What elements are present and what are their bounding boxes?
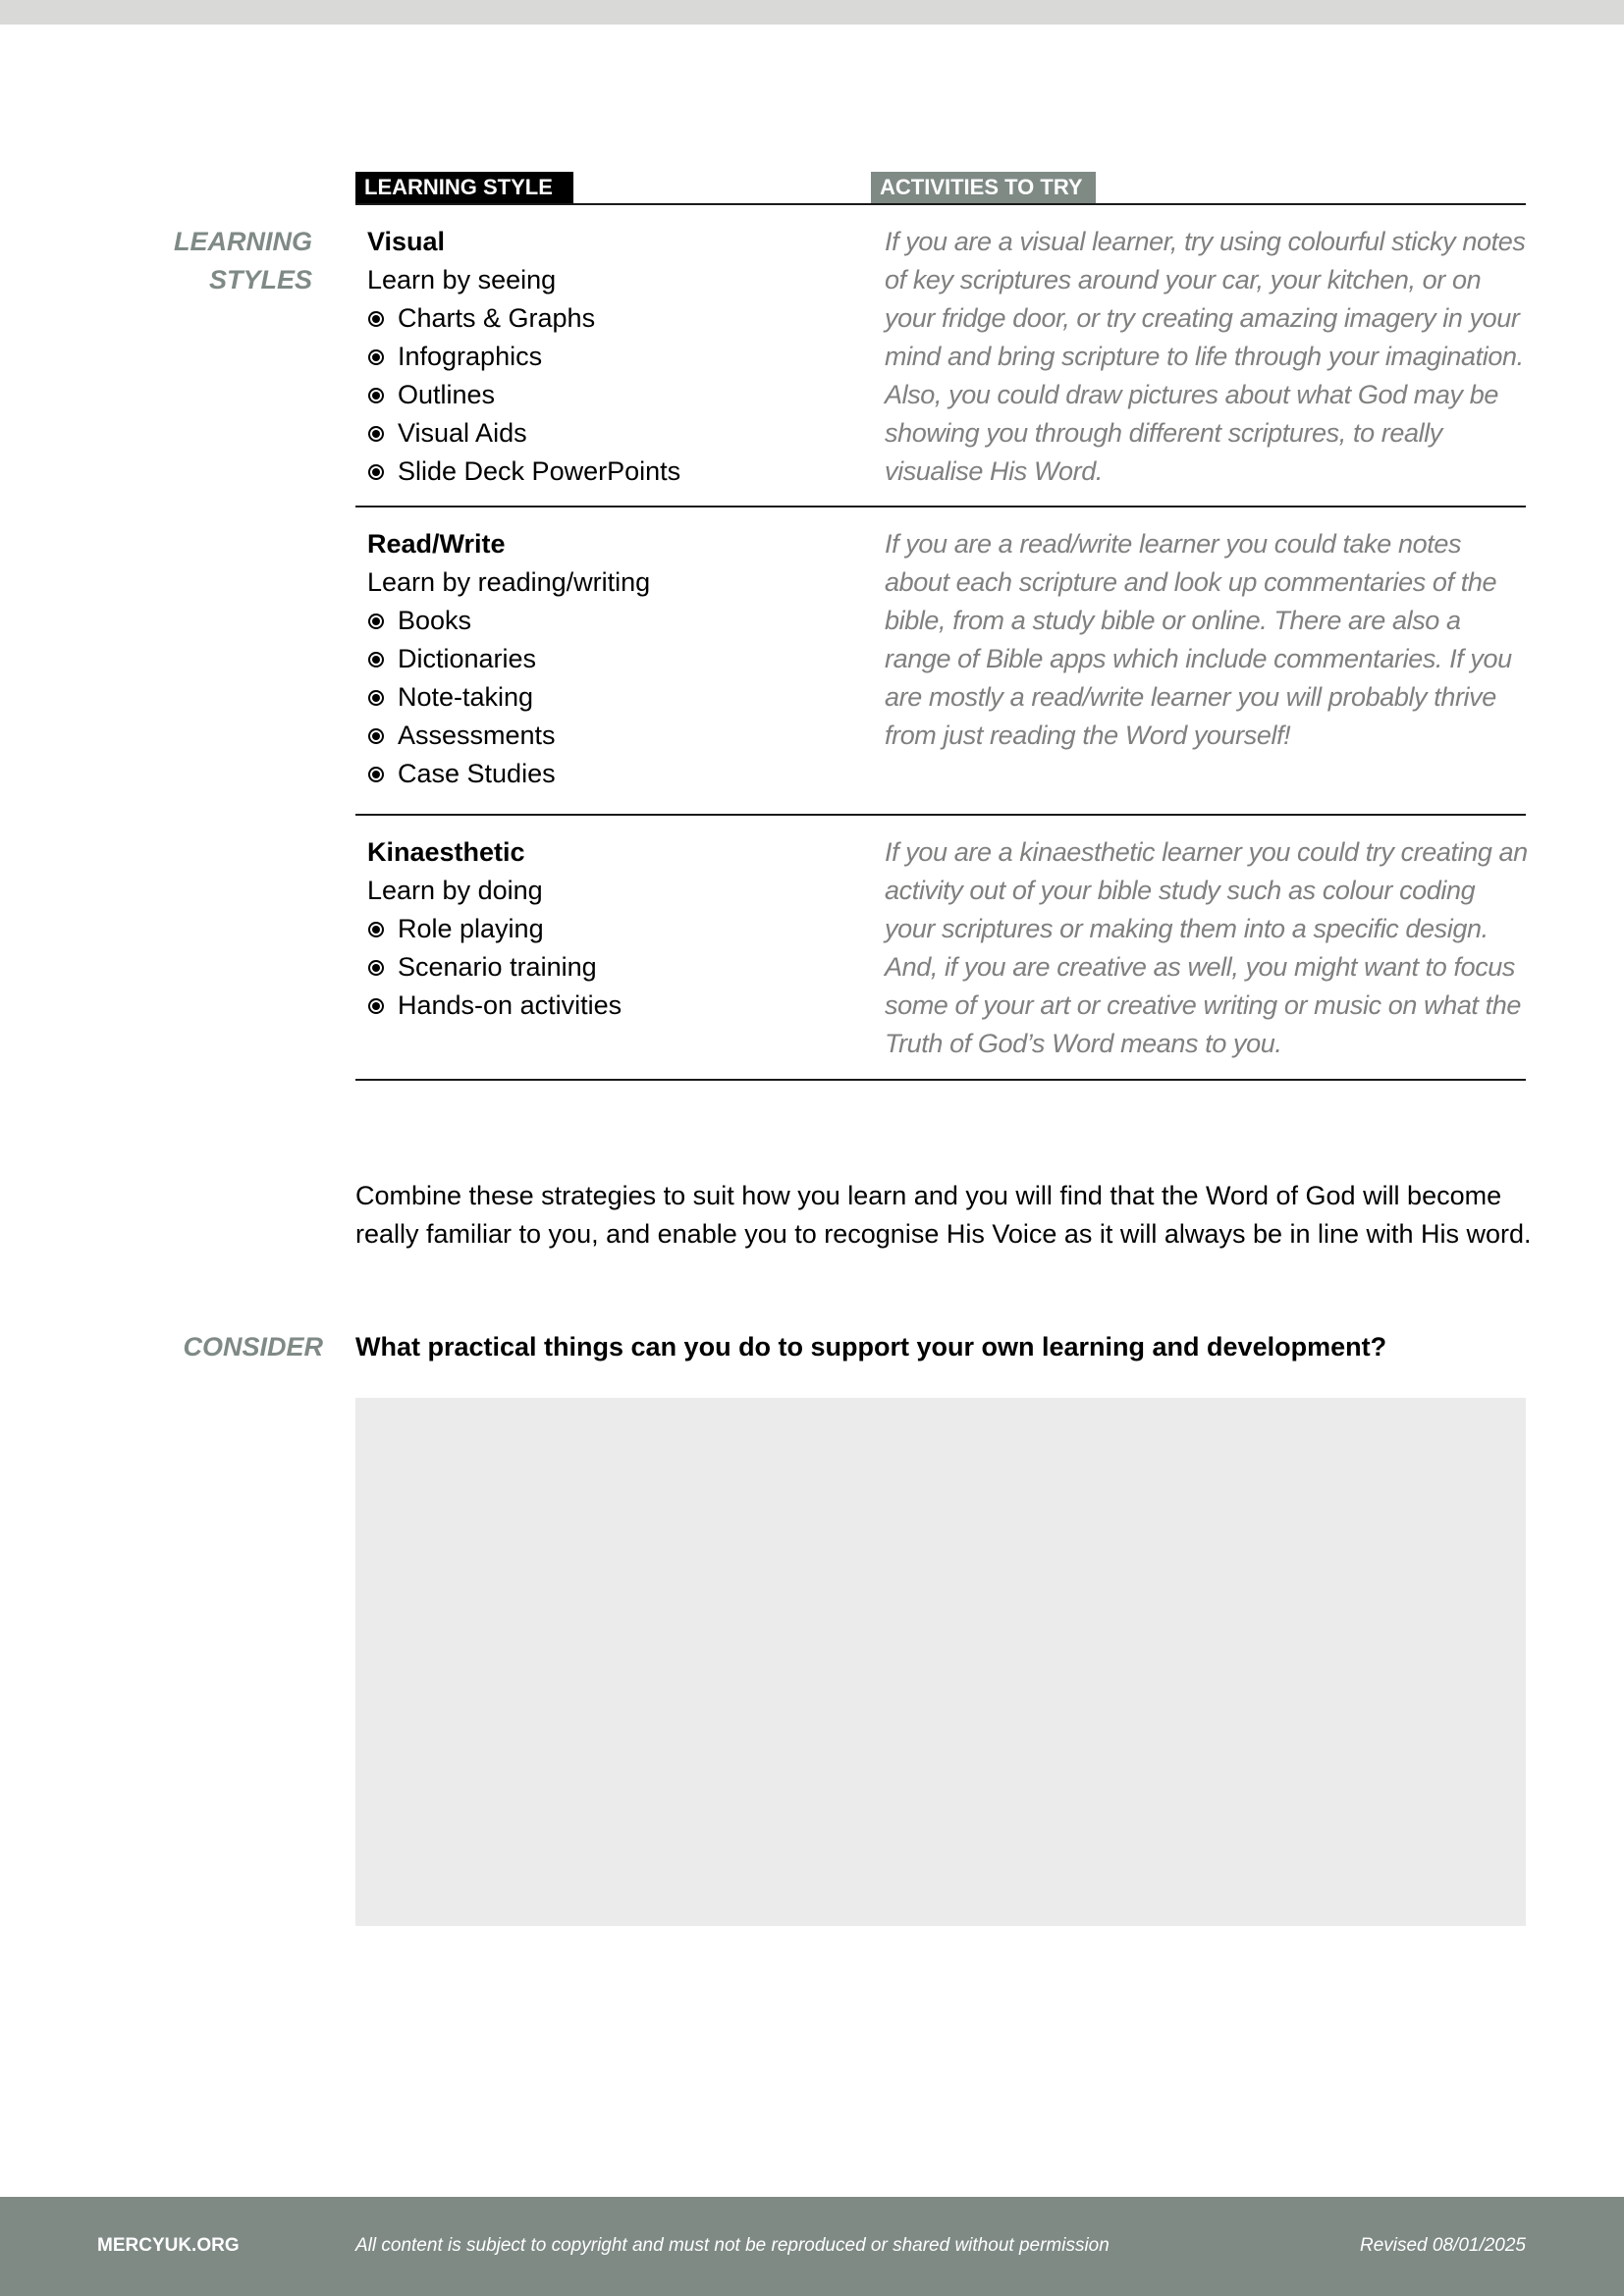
- list-item: [367, 717, 858, 755]
- style-description: Learn by reading/writing: [367, 567, 651, 597]
- learning-styles-label-line1: LEARNING: [174, 227, 312, 256]
- style-list: [367, 910, 858, 1025]
- bullet-icon: [368, 388, 384, 403]
- list-item-label: Note-taking: [398, 682, 534, 712]
- list-item-label: Visual Aids: [398, 418, 527, 448]
- bullet-icon: [368, 652, 384, 667]
- list-item-label: Charts & Graphs: [398, 303, 596, 333]
- bullet-icon: [368, 311, 384, 327]
- bullet-icon: [368, 690, 384, 706]
- style-name: Visual: [367, 227, 446, 256]
- bullet-icon: [368, 767, 384, 782]
- activity-text: If you are a read/write learner you could take notes about each scripture and look up commentaries of the bible, from a study bible or online. There are also a range of Bible apps which include commentaries. If you are mostly a read/write learner you will probably thrive from just reading the Word yourself!: [885, 529, 1512, 750]
- style-name: Kinaesthetic: [367, 837, 525, 867]
- combine-paragraph: Combine these strategies to suit how you learn and you will find that the Word of God will become really familiar to you, and enable you to recognise His Voice as it will always be in line with His word.: [355, 1181, 1532, 1249]
- list-item-label: Dictionaries: [398, 644, 537, 673]
- table-row-visual: [355, 205, 1526, 507]
- list-item-label: Outlines: [398, 380, 496, 409]
- list-item-label: Scenario training: [398, 952, 597, 982]
- answer-box[interactable]: [355, 1398, 1526, 1926]
- list-item: [367, 376, 858, 414]
- top-bar: [0, 0, 1624, 25]
- style-list: [367, 602, 858, 793]
- style-cell: [367, 223, 858, 491]
- list-item-label: Hands-on activities: [398, 990, 623, 1020]
- bullet-icon: [368, 728, 384, 744]
- list-item: [367, 987, 858, 1025]
- list-item: [367, 640, 858, 678]
- activity-text: If you are a visual learner, try using colourful sticky notes of key scriptures around your car, your kitchen, or on your fridge door, or try creating amazing imagery in your mind and bring scripture to life through your imagination. Also, you could draw pictures about what God may be showing you through different scriptures, to really visualise His Word.: [885, 227, 1526, 486]
- bullet-icon: [368, 998, 384, 1014]
- activity-text: If you are a kinaesthetic learner you could try creating an activity out of your bible study such as colour coding your scriptures or making them into a specific design. And, if you are creative as well, you might want to focus some of your art or creative writing or music on what the Truth of God’s Word means to you.: [885, 837, 1528, 1058]
- list-item: [367, 602, 858, 640]
- list-item: [367, 338, 858, 376]
- footer-site[interactable]: MERCYUK.ORG: [97, 2235, 240, 2256]
- bullet-icon: [368, 349, 384, 365]
- list-item: [367, 910, 858, 948]
- list-item-label: Assessments: [398, 721, 556, 750]
- bullet-icon: [368, 922, 384, 937]
- footer-revised-date: Revised 08/01/2025: [1359, 2235, 1526, 2256]
- list-item-label: Role playing: [398, 914, 544, 943]
- footer: [0, 2197, 1624, 2296]
- list-item: [367, 414, 858, 453]
- style-list: [367, 299, 858, 491]
- style-name: Read/Write: [367, 529, 506, 559]
- style-cell: [367, 525, 858, 793]
- bullet-icon: [368, 960, 384, 976]
- list-item: [367, 755, 858, 793]
- list-item-label: Infographics: [398, 342, 543, 371]
- consider-question: What practical things can you do to support your own learning and development?: [355, 1332, 1387, 1362]
- list-item-label: Slide Deck PowerPoints: [398, 456, 681, 486]
- table-row-kinaesthetic: [355, 816, 1526, 1081]
- style-cell: [367, 833, 858, 1025]
- style-description: Learn by seeing: [367, 265, 557, 294]
- bullet-icon: [368, 614, 384, 629]
- style-description: Learn by doing: [367, 876, 543, 905]
- learning-styles-label: [147, 223, 312, 299]
- footer-copyright: All content is subject to copyright and must not be reproduced or shared without permission: [355, 2235, 1110, 2256]
- table-row-read-write: [355, 507, 1526, 816]
- table-header: [355, 172, 1526, 205]
- list-item: [367, 948, 858, 987]
- header-learning-style: LEARNING STYLE: [355, 172, 573, 203]
- list-item-label: Case Studies: [398, 759, 556, 788]
- list-item-label: Books: [398, 606, 472, 635]
- list-item: [367, 453, 858, 491]
- learning-styles-table: [355, 172, 1526, 1081]
- list-item: [367, 678, 858, 717]
- list-item: [367, 299, 858, 338]
- learning-styles-label-line2: STYLES: [208, 265, 312, 294]
- bullet-icon: [368, 426, 384, 442]
- header-activities: ACTIVITIES TO TRY: [871, 172, 1096, 203]
- bullet-icon: [368, 464, 384, 480]
- consider-label: CONSIDER: [183, 1332, 323, 1362]
